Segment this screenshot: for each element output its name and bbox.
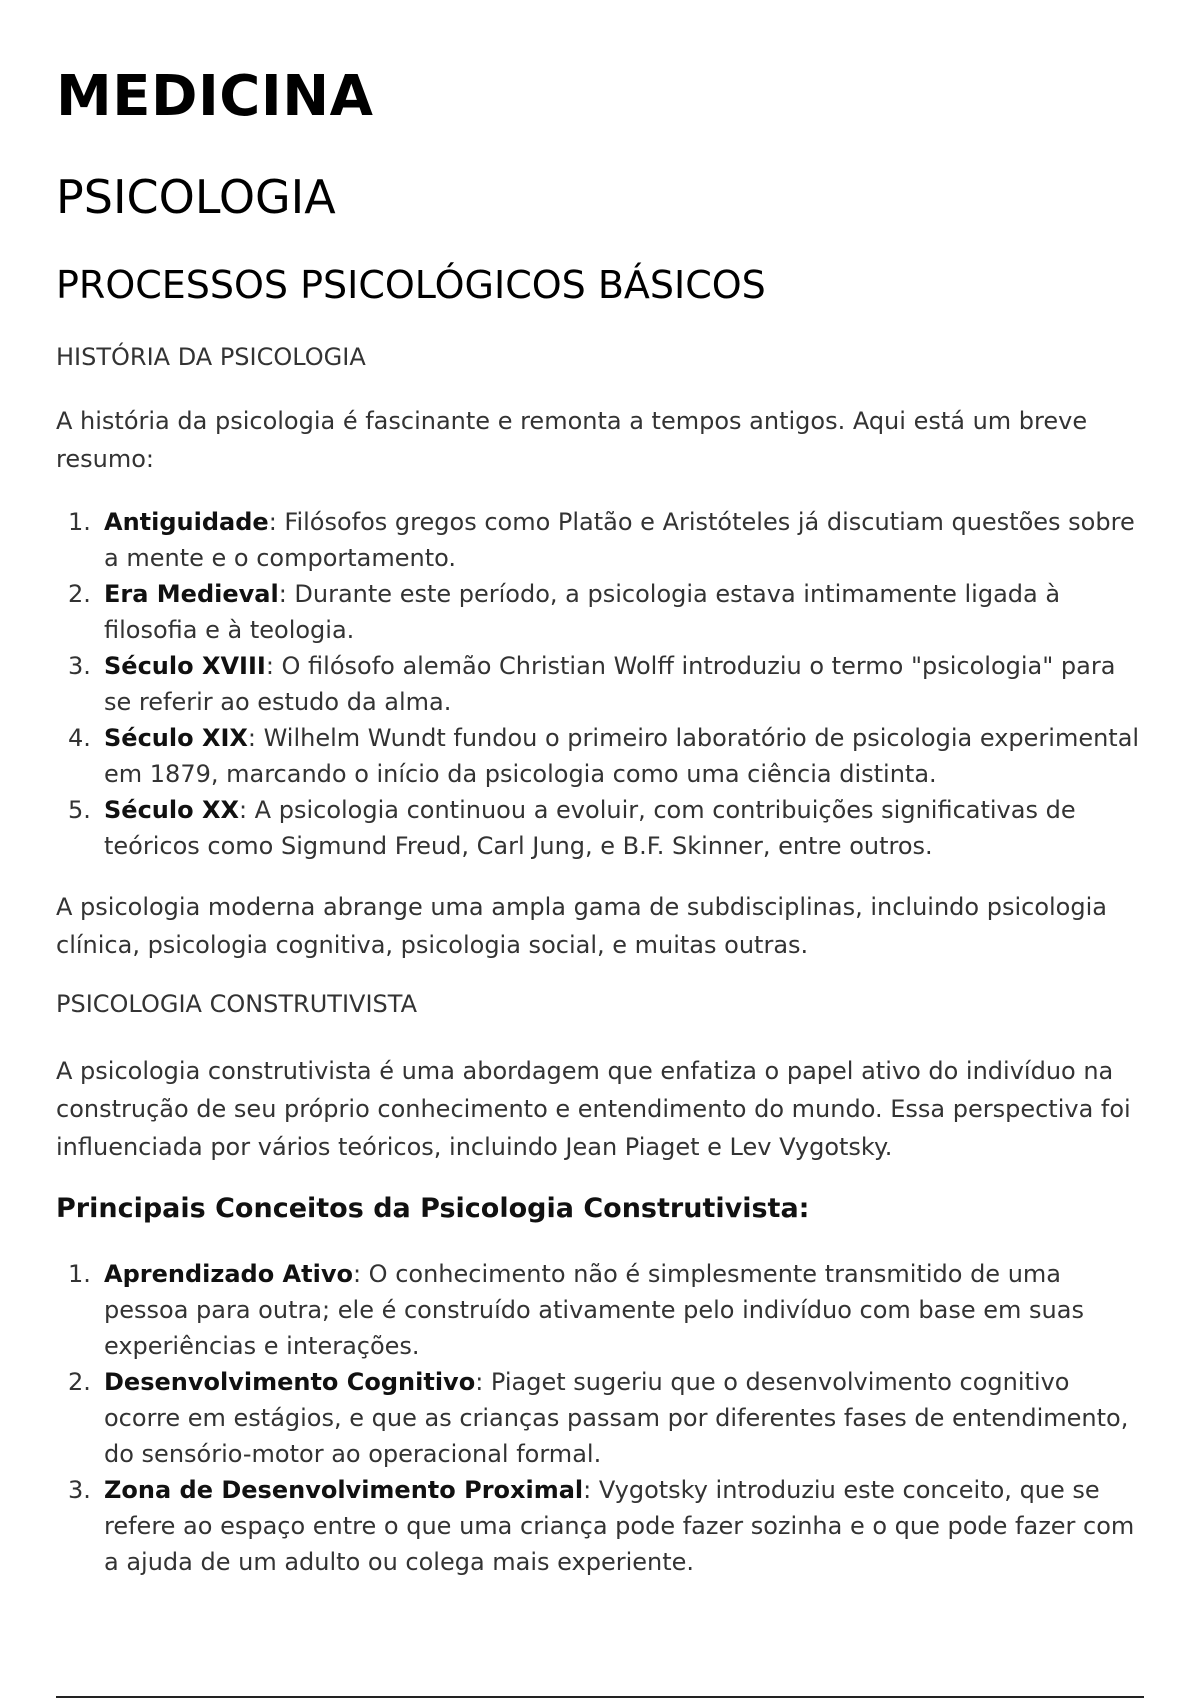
list-item-text: : Vygotsky introduziu este conceito, que se refere ao espaço entre o que uma criança pode fazer sozinha e o que pode fazer com a ajuda de um adulto ou colega mais experiente.	[104, 1476, 1135, 1576]
list-item-term: Século XX	[104, 796, 239, 824]
list-item-text: : Wilhelm Wundt fundou o primeiro laboratório de psicologia experimental em 1879, marcando o início da psicologia como uma ciência distinta.	[104, 724, 1140, 788]
document-subtitle: PSICOLOGIA	[56, 170, 336, 224]
section-label-constructivist: PSICOLOGIA CONSTRUTIVISTA	[56, 990, 417, 1018]
list-item: 3. Zona de Desenvolvimento Proximal: Vygotsky introduziu este conceito, que se refere ao espaço entre o que uma criança pode fazer sozinha e o que pode fazer com a ajuda de um adulto ou colega mais experiente.	[68, 1476, 1135, 1576]
list-item-text: : O conhecimento não é simplesmente transmitido de uma pessoa para outra; ele é construído ativamente pelo indivíduo com base em suas experiências e interações.	[104, 1260, 1084, 1360]
concepts-list	[56, 1256, 1144, 1580]
list-item-term: Século XVIII	[104, 652, 266, 680]
page-divider	[56, 1696, 1144, 1698]
list-item-term: Zona de Desenvolvimento Proximal	[104, 1476, 584, 1504]
list-item-term: Desenvolvimento Cognitivo	[104, 1368, 476, 1396]
list-item-term: Aprendizado Ativo	[104, 1260, 353, 1288]
list-item-text: : A psicologia continuou a evoluir, com contribuições significativas de teóricos como Sigmund Freud, Carl Jung, e B.F. Skinner, entre outros.	[104, 796, 1076, 860]
history-list	[56, 504, 1144, 864]
list-item-text: : O filósofo alemão Christian Wolff introduziu o termo "psicologia" para se referir ao estudo da alma.	[104, 652, 1116, 716]
list-item: 1. Aprendizado Ativo: O conhecimento não é simplesmente transmitido de uma pessoa para outra; ele é construído ativamente pelo indivíduo com base em suas experiências e interações.	[68, 1260, 1084, 1360]
list-item-text: : Piaget sugeriu que o desenvolvimento cognitivo ocorre em estágios, e que as crianças passam por diferentes fases de entendimento, do sensório-motor ao operacional formal.	[104, 1368, 1129, 1468]
list-item-term: Século XIX	[104, 724, 248, 752]
section-label-history: HISTÓRIA DA PSICOLOGIA	[56, 343, 366, 371]
list-item: 2. Era Medieval: Durante este período, a psicologia estava intimamente ligada à filosofia e à teologia.	[68, 580, 1061, 644]
list-item-text: : Filósofos gregos como Platão e Aristóteles já discutiam questões sobre a mente e o comportamento.	[104, 508, 1135, 572]
list-item-term: Era Medieval	[104, 580, 279, 608]
constructivist-intro: A psicologia construtivista é uma abordagem que enfatiza o papel ativo do indivíduo na construção de seu próprio conhecimento e entendimento do mundo. Essa perspectiva foi influenciada por vários teóricos, incluindo Jean Piaget e Lev Vygotsky.	[56, 1057, 1131, 1161]
list-item: 4. Século XIX: Wilhelm Wundt fundou o primeiro laboratório de psicologia experimental em 1879, marcando o início da psicologia como uma ciência distinta.	[68, 724, 1140, 788]
document-title: MEDICINA	[56, 64, 374, 129]
course-title: PROCESSOS PSICOLÓGICOS BÁSICOS	[56, 263, 766, 307]
list-item-term: Antiguidade	[104, 508, 269, 536]
list-item-text: : Durante este período, a psicologia estava intimamente ligada à filosofia e à teologia.	[104, 580, 1061, 644]
list-item: 1. Antiguidade: Filósofos gregos como Platão e Aristóteles já discutiam questões sobre a mente e o comportamento.	[68, 508, 1135, 572]
concepts-heading: Principais Conceitos da Psicologia Construtivista:	[56, 1193, 810, 1224]
history-intro: A história da psicologia é fascinante e remonta a tempos antigos. Aqui está um breve resumo:	[56, 407, 1088, 473]
list-item: 3. Século XVIII: O filósofo alemão Christian Wolff introduziu o termo "psicologia" para se referir ao estudo da alma.	[68, 652, 1116, 716]
list-item: 5. Século XX: A psicologia continuou a evoluir, com contribuições significativas de teóricos como Sigmund Freud, Carl Jung, e B.F. Skinner, entre outros.	[68, 796, 1076, 860]
list-item: 2. Desenvolvimento Cognitivo: Piaget sugeriu que o desenvolvimento cognitivo ocorre em estágios, e que as crianças passam por diferentes fases de entendimento, do sensório-motor ao operacional formal.	[68, 1368, 1129, 1468]
history-closing: A psicologia moderna abrange uma ampla gama de subdisciplinas, incluindo psicologia clínica, psicologia cognitiva, psicologia social, e muitas outras.	[56, 893, 1107, 959]
